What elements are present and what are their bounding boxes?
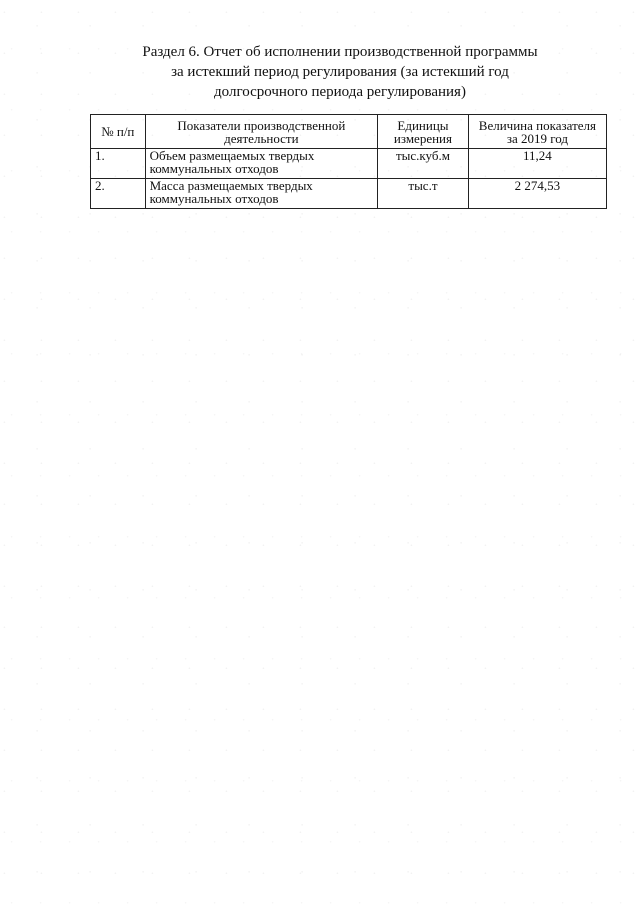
header-value-line-1: Величина показателя [478,117,596,133]
row-number: 2. [91,179,146,209]
row-value: 2 274,53 [468,179,606,209]
row-indicator-line-2: коммунальных отходов [149,161,279,176]
header-unit [378,115,469,149]
table-row [91,149,607,179]
heading-line-1: Раздел 6. Отчет об исполнении производственной программы [142,44,538,60]
row-unit: тыс.т [378,179,469,209]
header-value [468,115,606,149]
table-header-row [91,115,607,149]
production-program-report-table [90,114,607,209]
header-indicator [145,115,378,149]
heading-line-2: за истекший период регулирования (за истекший год [171,64,509,80]
row-unit: тыс.куб.м [378,149,469,179]
row-number: 1. [91,149,146,179]
row-indicator-line-1: Масса размещаемых твердых [149,178,313,193]
table-row [91,179,607,209]
header-unit-line-2: измерения [393,130,452,146]
row-indicator-line-2: коммунальных отходов [149,191,279,206]
header-value-line-2: за 2019 год [506,130,568,146]
header-unit-line-1: Единицы [397,117,449,133]
header-indicator-line-1: Показатели производственной [177,117,346,133]
header-number-label: № п/п [101,124,135,139]
header-number [91,115,146,149]
heading-line-3: долгосрочного периода регулирования) [214,84,466,100]
section-heading [90,42,590,102]
row-indicator [145,179,378,209]
row-value: 11,24 [468,149,606,179]
header-indicator-line-2: деятельности [224,130,299,146]
row-indicator [145,149,378,179]
row-indicator-line-1: Объем размещаемых твердых [149,148,315,163]
